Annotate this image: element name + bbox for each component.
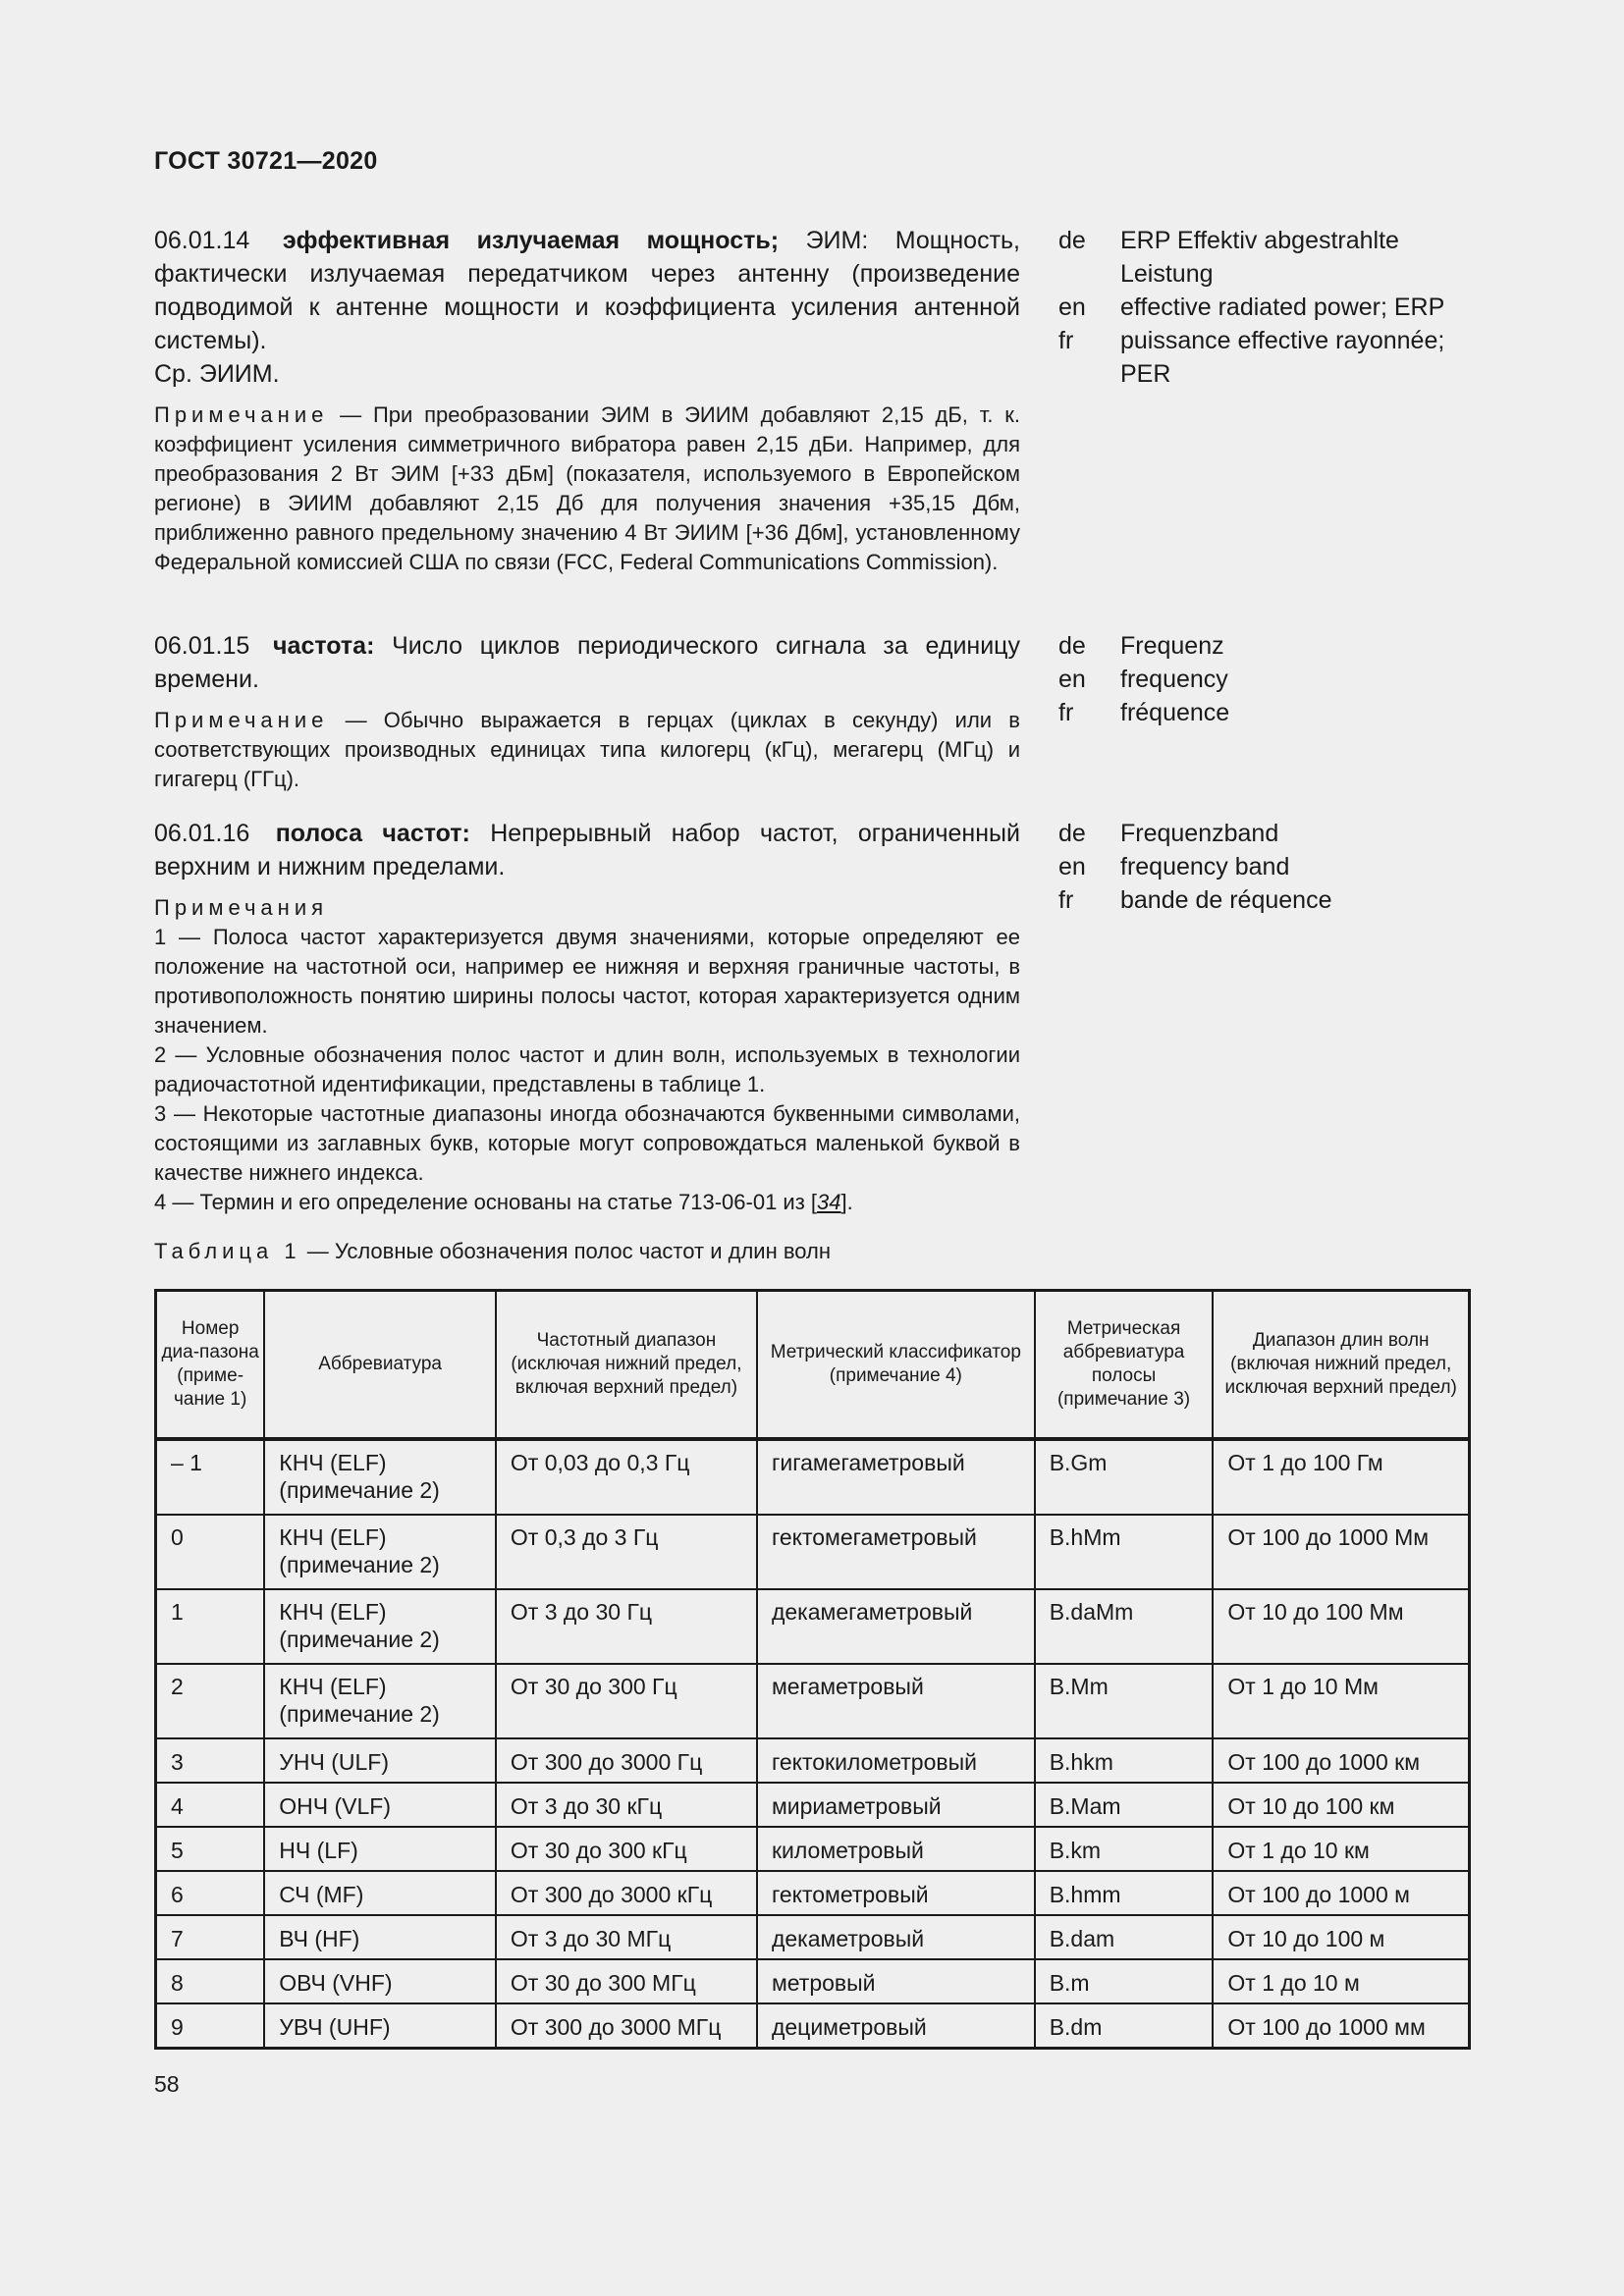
- table-header-row: [156, 1291, 1470, 1440]
- note-text: — Обычно выражается в герцах (циклах в секунду) или в соответствующих производных единицах типа килогерц (кГц), мегагерц (МГц) и гигагерц (ГГц).: [154, 708, 1020, 791]
- table-caption: [154, 1239, 831, 1264]
- lang-row-en: en frequency band: [1058, 853, 1290, 881]
- term-definition-text: Число циклов периодического сигнала за единицу времени.: [154, 632, 1021, 693]
- table-row: 7 ВЧ (HF) От 3 до 30 МГц декаметровый B.dam От 10 до 100 м: [156, 1915, 1470, 1959]
- term-translations-06-01-15: [1058, 629, 1471, 729]
- lang-row-de: de Frequenz: [1058, 632, 1224, 660]
- lang-row-de: de Frequenzband: [1058, 820, 1279, 847]
- note-text: — При преобразовании ЭИМ в ЭИИМ добавляют 2,15 дБ, т. к. коэффициент усиления симметричного вибратора равен 2,15 дБи. Например, для преобразования 2 Вт ЭИМ [+33 дБм] (показателя, используемого в Европейском регионе) в ЭИИМ добавляют 2,15 Дб для получения значения +35,15 Дбм, приближенно равного предельному значению 4 Вт ЭИИМ [+36 Дбм], установленному Федеральной комиссией США по связи (FCC, Federal Communications Commission).: [154, 402, 1020, 574]
- table-row: 0 КНЧ (ELF) (примечание 2) От 0,3 до 3 Гц гектомегаметровый B.hMm От 100 до 1000 Мм: [156, 1515, 1470, 1589]
- note-4: 4 — Термин и его определение основаны на статье 713-06-01 из [34].: [154, 1190, 853, 1214]
- lang-row-fr: fr fréquence: [1058, 699, 1230, 726]
- lang-row-fr: fr puissance effective rayonnée; PER: [1058, 327, 1445, 388]
- table-caption-text: — Условные обозначения полос частот и длин волн: [306, 1239, 832, 1263]
- header-metric-classifier: Метрический классификатор (примечание 4): [757, 1291, 1035, 1440]
- header-frequency-range: Частотный диапазон (исключая нижний предел, включая верхний предел): [496, 1291, 757, 1440]
- term-name: полоса частот:: [275, 820, 470, 847]
- table-row: – 1 КНЧ (ELF) (примечание 2) От 0,03 до 0,3 Гц гигамегаметровый B.Gm От 1 до 100 Гм: [156, 1439, 1470, 1515]
- note-2: 2 — Условные обозначения полос частот и длин волн, используемых в технологии радиочастотной идентификации, представлены в таблице 1.: [154, 1042, 1020, 1096]
- term-definition-text: ЭИМ: Мощность, фактически излучаемая передатчиком через антенну (произведение подводимой к антенне мощности и коэффициента усиления антенной системы).: [154, 227, 1021, 354]
- table-row: 8 ОВЧ (VHF) От 30 до 300 МГц метровый B.m От 1 до 10 м: [156, 1959, 1470, 2003]
- table-row: 9 УВЧ (UHF) От 300 до 3000 МГц дециметровый B.dm От 100 до 1000 мм: [156, 2003, 1470, 2049]
- lang-row-de: de ERP Effektiv abgestrahlte Leistung: [1058, 227, 1399, 288]
- note-3: 3 — Некоторые частотные диапазоны иногда обозначаются буквенными символами, состоящими из заглавных букв, которые могут сопровождаться маленькой буквой в качестве нижнего индекса.: [154, 1101, 1020, 1185]
- header-metric-abbreviation: Метрическая аббревиатура полосы (примечание 3): [1035, 1291, 1214, 1440]
- term-see-also: Ср. ЭИИМ.: [154, 360, 280, 388]
- term-definition-text: Непрерывный набор частот, ограниченный верхним и нижним пределами.: [154, 820, 1020, 881]
- term-number: 06.01.15: [154, 632, 250, 660]
- term-name: частота:: [273, 632, 375, 660]
- table-row: 5 НЧ (LF) От 30 до 300 кГц километровый B.km От 1 до 10 км: [156, 1827, 1470, 1871]
- table-row: 4 ОНЧ (VLF) От 3 до 30 кГц мириаметровый B.Mam От 10 до 100 км: [156, 1783, 1470, 1827]
- header-wavelength-range: Диапазон длин волн (включая нижний предел, исключая верхний предел): [1213, 1291, 1469, 1440]
- term-note: [154, 706, 1020, 794]
- note-1: 1 — Полоса частот характеризуется двумя значениями, которые определяют ее положение на частотной оси, например ее нижняя и верхняя граничные частоты, в противоположность понятию ширины полосы частот, которая характеризуется одним значением.: [154, 925, 1020, 1038]
- lang-row-fr: fr bande de réquence: [1058, 886, 1332, 914]
- term-number: 06.01.14: [154, 227, 250, 254]
- term-translations-06-01-16: [1058, 817, 1471, 917]
- table-caption-label: Таблица 1: [154, 1239, 301, 1263]
- page-header: ГОСТ 30721—2020: [154, 147, 378, 175]
- table-row: 6 СЧ (MF) От 300 до 3000 кГц гектометровый B.hmm От 100 до 1000 м: [156, 1871, 1470, 1915]
- note-label: Примечание: [154, 402, 329, 427]
- term-06-01-15: [154, 629, 1020, 794]
- term-translations-06-01-14: [1058, 224, 1471, 391]
- term-definition: [154, 224, 1020, 357]
- term-06-01-14: [154, 224, 1020, 577]
- header-abbreviation: Аббревиатура: [264, 1291, 496, 1440]
- note-label: Примечание: [154, 708, 329, 732]
- term-definition: [154, 629, 1020, 696]
- table-row: 2 КНЧ (ELF) (примечание 2) От 30 до 300 Гц мегаметровый B.Mm От 1 до 10 Мм: [156, 1664, 1470, 1738]
- term-definition: [154, 817, 1020, 883]
- term-name: эффективная излучаемая мощность;: [282, 227, 780, 254]
- frequency-bands-table: [154, 1289, 1471, 2050]
- lang-row-en: en frequency: [1058, 666, 1228, 693]
- term-note: [154, 400, 1020, 577]
- term-number: 06.01.16: [154, 820, 250, 847]
- page-number: 58: [154, 2071, 180, 2097]
- notes-label: Примечания: [154, 895, 329, 920]
- reference-link[interactable]: 34: [817, 1190, 841, 1214]
- table-row: 1 КНЧ (ELF) (примечание 2) От 3 до 30 Гц декамегаметровый B.daMm От 10 до 100 Мм: [156, 1589, 1470, 1664]
- header-band-number: Номер диа-пазона (приме-чание 1): [156, 1291, 265, 1440]
- lang-row-en: en effective radiated power; ERP: [1058, 294, 1445, 321]
- table-row: 3 УНЧ (ULF) От 300 до 3000 Гц гектокилометровый B.hkm От 100 до 1000 км: [156, 1738, 1470, 1783]
- term-06-01-16: [154, 817, 1020, 1217]
